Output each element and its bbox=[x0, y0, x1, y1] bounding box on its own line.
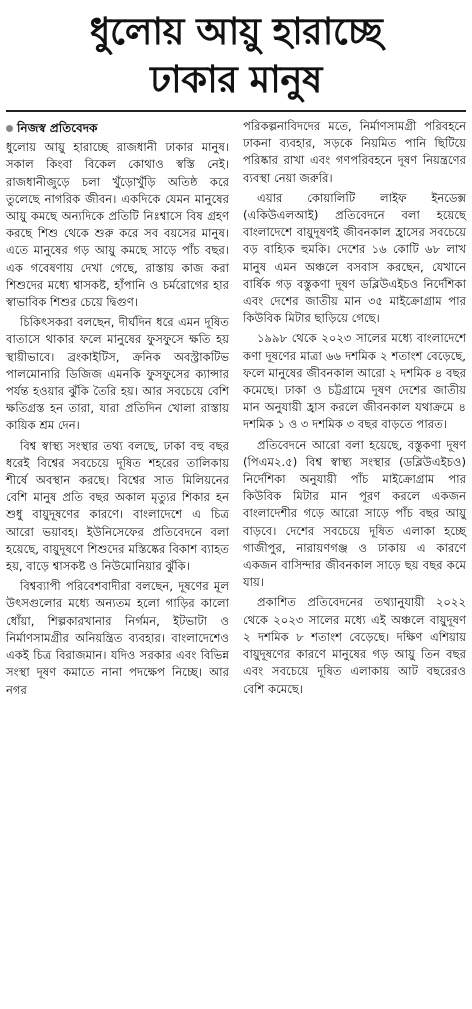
byline-text: নিজস্ব প্রতিবেদক bbox=[17, 121, 98, 135]
left-column bbox=[6, 118, 229, 699]
paragraph: বিশ্ব স্বাস্থ্য সংস্থার তথ্য বলছে, ঢাকা বহু বছর ধরেই বিশ্বের সবচেয়ে দূষিত শহরের তালিকায় শীর্ষে অবস্থান করছে। বিশ্বের সাত মিলিয়নের বেশি মানুষ প্রতি বছর অকাল মৃত্যুর শিকার হন শুধু বায়ুদূষণের কারণে। বাংলাদেশে এ চিত্র আরো ভয়াবহ। ইউনিসেফের প্রতিবেদনে বলা হয়েছে, বায়ুদূষণে শিশুদের মস্তিষ্কের বিকাশ ব্যাহত হয়, বাড়ে শ্বাসকষ্ট ও নিউমোনিয়ার ঝুঁকি। bbox=[6, 438, 229, 574]
byline bbox=[6, 120, 229, 137]
headline-line-1: ধুলোয় আয়ু হারাচ্ছে bbox=[89, 10, 383, 53]
paragraph: এয়ার কোয়ালিটি লাইফ ইনডেক্স (একিউএলআই) প্রতিবেদনে বলা হয়েছে বাংলাদেশে বায়ুদূষণই জীবনকাল হ্রাসের সবচেয়ে বড় বাহ্যিক হুমকি। দেশের ১৬ কোটি ৬৮ লাখ মানুষ এমন অঞ্চলে বসবাস করছেন, যেখানে বার্ষিক গড় বস্তুকণা দূষণ ডব্লিউএইচও নির্দেশিকা এবং দেশের জাতীয় মান ৩৫ মাইক্রোগ্রাম পার কিউবিক মিটার ছাড়িয়ে গেছে। bbox=[243, 190, 466, 326]
paragraph: ধুলোয় আয়ু হারাচ্ছে রাজধানী ঢাকার মানুষ। সকাল কিংবা বিকেল কোথাও স্বস্তি নেই। রাজধানীজুড়ে চলা খুঁড়োখুঁড়ি অতিষ্ঠ করে তুলেছে নাগরিক জীবন। একদিকে যেমন মানুষের আয়ু কমছে অন্যদিকে প্রতিটি নিঃশ্বাসে বিষ গ্রহণ করছে শিশু থেকে শুরু করে সব বয়সের মানুষ। এতে মানুষের গড় আয়ু কমছে সাড়ে পাঁচ বছর। এক গবেষণায় দেখা গেছে, রাস্তায় কাজ করা শিশুদের মধ্যে শ্বাসকষ্ট, হাঁপানি ও চর্মরোগের হার স্বাভাবিক শিশুর চেয়ে দ্বিগুণ। bbox=[6, 140, 229, 310]
bullet-icon bbox=[6, 125, 13, 132]
headline-line-2: ঢাকার মানুষ bbox=[150, 58, 322, 101]
paragraph: ১৯৯৮ থেকে ২০২৩ সালের মধ্যে বাংলাদেশে কণা দূষণের মাত্রা ৬৬ দশমিক ২ শতাংশ বেড়েছে, ফলে মানুষের জীবনকাল আরো ২ দশমিক ৪ বছর কমেছে। ঢাকা ও চট্টগ্রামে দূষণ দেশের জাতীয় মান অনুযায়ী হ্রাস করলে জীবনকাল যথাক্রমে ৪ দশমিক ১ ও ৩ দশমিক ৩ বছর বাড়তে পারত। bbox=[243, 331, 466, 432]
headline bbox=[6, 0, 466, 104]
article-body bbox=[6, 118, 466, 699]
right-column bbox=[243, 118, 466, 699]
paragraph: চিকিৎসকরা বলছেন, দীর্ঘদিন ধরে এমন দূষিত বাতাসে থাকার ফলে মানুষের ফুসফুসে ক্ষতি হয় স্থায়ীভাবে। ব্রংকাইটিস, ক্রনিক অবস্ট্রাকটিভ পালমোনারি ডিজিজ এমনকি ফুসফুসের ক্যান্সার পর্যন্ত হওয়ার ঝুঁকি তৈরি হয়। আর সবচেয়ে বেশি ক্ষতিগ্রস্ত হন তারা, যারা প্রতিদিন খোলা রাস্তায় কায়িক শ্রম দেন। bbox=[6, 315, 229, 433]
paragraph: প্রকাশিত প্রতিবেদনের তথ্যানুযায়ী ২০২২ থেকে ২০২৩ সালের মধ্যে এই অঞ্চলে বায়ুদূষণ ২ দশমিক ৮ শতাংশ বেড়েছে। দক্ষিণ এশিয়ায় বায়ুদূষণের কারণে মানুষের গড় আয়ু তিন বছর এবং সবচেয়ে দূষিত এলাকায় আট বছরেরও বেশি কমেছে। bbox=[243, 595, 466, 696]
headline-divider bbox=[6, 110, 466, 112]
paragraph: পরিকল্পনাবিদদের মতে, নির্মাণসামগ্রী পরিবহনে ঢাকনা ব্যবহার, সড়কে নিয়মিত পানি ছিটিয়ে পরিষ্কার রাখা এবং গণপরিবহনে দূষণ নিয়ন্ত্রণের ব্যবস্থা নেয়া জরুরি। bbox=[243, 119, 466, 185]
paragraph: বিশ্বব্যাপী পরিবেশবাদীরা বলছেন, দূষণের মূল উৎসগুলোর মধ্যে অন্যতম হলো গাড়ির কালো ধোঁয়া, শিল্পকারখানার নির্গমন, ইটভাটা ও নির্মাণসামগ্রীর অনিয়ন্ত্রিত ব্যবহার। বাংলাদেশেও একই চিত্র বিরাজমান। যদিও সরকার এবং বিভিন্ন সংস্থা দূষণ কমাতে নানা পদক্ষেপ নিচ্ছে। আর নগর bbox=[6, 579, 229, 697]
paragraph: প্রতিবেদনে আরো বলা হয়েছে, বস্তুকণা দূষণ (পিএম২.৫) বিশ্ব স্বাস্থ্য সংস্থার (ডব্লিউএইচও) নির্দেশিকা অনুযায়ী পাঁচ মাইক্রোগ্রাম পার কিউবিক মিটার মান পূরণ করলে একজন বাংলাদেশীর গড়ে আরো সাড়ে পাঁচ বছর আয়ু বাড়বে। দেশের সবচেয়ে দূষিত এলাকা হচ্ছে গাজীপুর, নারায়ণগঞ্জ ও ঢাকায় এ কারণে একজন বাসিন্দার জীবনকাল সাড়ে ছয় বছর কমে যায়। bbox=[243, 437, 466, 590]
